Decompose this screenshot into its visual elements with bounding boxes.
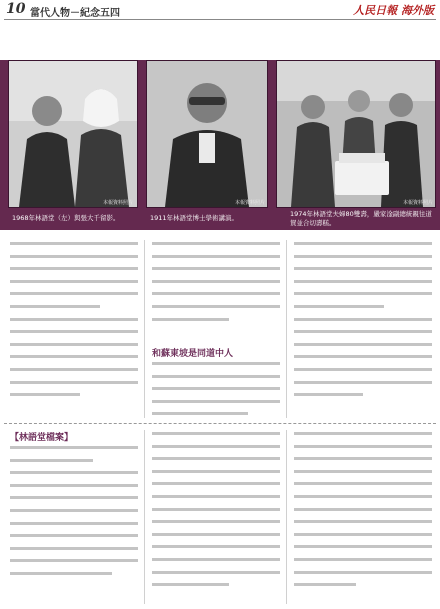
section-heading: 和蘇東坡是同道中人 [152, 349, 234, 359]
text-line [10, 534, 138, 537]
text-line [152, 242, 280, 245]
photo-caption: 1974年林語堂夫婦80雙壽，嚴家淦副總統親往道賀並合切壽糕。 [290, 210, 432, 227]
text-line [152, 292, 280, 295]
photo-lin-and-chang-image [9, 61, 137, 207]
photo-credit: 本報資料照片 [235, 200, 266, 206]
text-line [294, 292, 432, 295]
text-line [10, 292, 138, 295]
photo-credit: 本報資料照片 [103, 200, 134, 206]
text-line [152, 520, 280, 523]
text-line [294, 583, 356, 586]
text-line [152, 362, 280, 365]
photo-birthday-cake-image [277, 61, 435, 207]
article-column-3 [294, 242, 432, 406]
text-line [152, 305, 280, 308]
text-line [152, 482, 280, 485]
text-line [294, 558, 432, 561]
photo-birthday-cake [276, 60, 436, 208]
photo-lecture [146, 60, 268, 208]
text-line [152, 255, 280, 258]
text-line [294, 368, 432, 371]
text-line [10, 381, 138, 384]
text-line [294, 508, 432, 511]
profile-column-2 [152, 432, 280, 596]
column-rule [144, 430, 145, 604]
text-line [294, 445, 432, 448]
text-line [10, 484, 138, 487]
text-line [294, 520, 432, 523]
photo-lin-and-chang [8, 60, 138, 208]
text-line [10, 280, 138, 283]
text-line [10, 368, 138, 371]
text-line [10, 343, 138, 346]
text-line [152, 457, 280, 460]
text-line [152, 445, 280, 448]
article-column-2-continued [152, 362, 280, 425]
text-line [10, 509, 138, 512]
profile-column-3 [294, 432, 432, 596]
text-line [294, 495, 432, 498]
header-rule [4, 19, 436, 20]
text-line [152, 583, 229, 586]
text-line [294, 330, 432, 333]
text-line [294, 545, 432, 548]
photo-lecture-image [147, 61, 267, 207]
text-line [152, 533, 280, 536]
text-line [10, 267, 138, 270]
text-line [10, 559, 138, 562]
text-line [294, 280, 432, 283]
text-line [10, 330, 138, 333]
text-line [294, 533, 432, 536]
photo-caption: 1968年林語堂（左）與張大千留影。 [12, 214, 120, 222]
column-rule [286, 240, 287, 418]
text-line [10, 471, 138, 474]
text-line [10, 459, 93, 462]
text-line [152, 280, 280, 283]
text-line [10, 572, 112, 575]
article-column-2 [152, 242, 280, 330]
text-line [10, 496, 138, 499]
text-line [10, 255, 138, 258]
text-line [152, 375, 280, 378]
text-line [152, 558, 280, 561]
photo-band [0, 60, 440, 230]
text-line [152, 495, 280, 498]
text-line [294, 255, 432, 258]
text-line [10, 318, 138, 321]
article-column-1 [10, 242, 138, 406]
photo-credit: 本報資料照片 [403, 200, 434, 206]
text-line [152, 545, 280, 548]
text-line [152, 508, 280, 511]
page-header [0, 0, 440, 20]
column-rule [286, 430, 287, 604]
text-line [294, 571, 432, 574]
text-line [294, 318, 432, 321]
text-line [152, 400, 280, 403]
profile-heading: 【林語堂檔案】 [10, 433, 74, 443]
text-line [10, 393, 80, 396]
text-line [294, 305, 384, 308]
text-line [10, 522, 138, 525]
column-rule [144, 240, 145, 418]
text-line [152, 470, 280, 473]
text-line [152, 387, 280, 390]
profile-box-rule [4, 423, 436, 424]
text-line [10, 446, 138, 449]
text-line [294, 470, 432, 473]
text-line [152, 571, 280, 574]
photo-caption: 1911年林語堂博士學術講演。 [150, 214, 239, 222]
newspaper-masthead: 人民日報 海外版 [353, 4, 434, 17]
text-line [294, 267, 432, 270]
text-line [294, 393, 363, 396]
text-line [10, 547, 138, 550]
text-line [152, 267, 280, 270]
text-line [294, 457, 432, 460]
profile-column-1 [10, 446, 138, 585]
text-line [294, 343, 432, 346]
text-line [10, 242, 138, 245]
text-line [10, 355, 138, 358]
text-line [152, 412, 248, 415]
text-line [152, 318, 229, 321]
page-number: 10 [6, 1, 26, 17]
section-title: 當代人物－紀念五四 [30, 8, 120, 19]
text-line [294, 381, 432, 384]
text-line [294, 432, 432, 435]
text-line [294, 242, 432, 245]
text-line [10, 305, 100, 308]
text-line [152, 432, 280, 435]
text-line [294, 355, 432, 358]
text-line [294, 482, 432, 485]
